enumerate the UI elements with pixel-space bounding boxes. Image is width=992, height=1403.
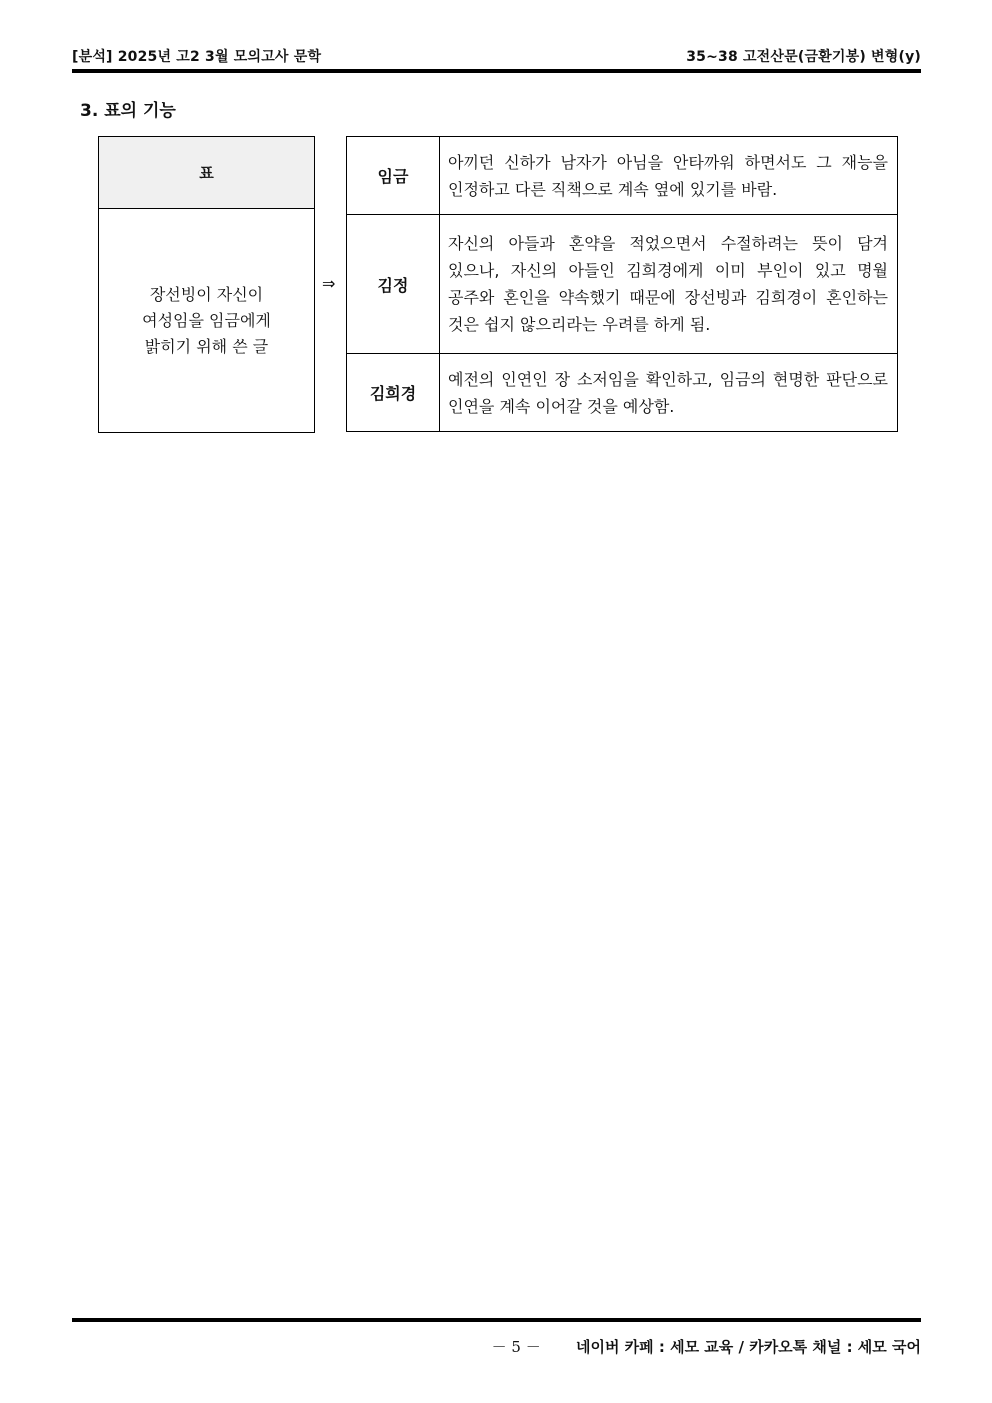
row-label: 임금 [347,137,440,215]
left-box-body [99,209,314,432]
header-left-title: [분석] 2025년 고2 3월 모의고사 문학 [72,49,322,65]
footer-rule [72,1318,921,1322]
left-box [98,136,315,433]
row-label: 김정 [347,215,440,354]
table-row [347,215,898,354]
row-description: 아끼던 신하가 남자가 아님을 안타까워 하면서도 그 재능을 인정하고 다른 직책으로 계속 옆에 있기를 바람. [440,137,898,215]
row-description: 예전의 인연인 장 소저임을 확인하고, 임금의 현명한 판단으로 인연을 계속 이어갈 것을 예상함. [440,354,898,432]
page-number: － 5 － [491,1338,541,1356]
section-title: 3. 표의 기능 [80,101,176,121]
left-box-line: 밝히기 위해 쓴 글 [144,336,269,356]
row-description: 자신의 아들과 혼약을 적었으면서 수절하려는 뜻이 담겨 있으나, 자신의 아들인 김희경에게 이미 부인이 있고 명월 공주와 혼인을 약속했기 때문에 장선빙과 김희경이 혼인하는 것은 쉽지 않으리라는 우려를 하게 됨. [440,215,898,354]
left-box-line: 여성임을 임금에게 [142,310,271,330]
left-box-line: 장선빙이 자신이 [149,284,264,304]
header-rule [72,69,921,73]
arrow-icon: ⇒ [322,274,336,293]
page-footer [492,1336,921,1357]
table-row [347,354,898,432]
header-right-title: 35~38 고전산문(금환기봉) 변형(y) [686,49,921,65]
character-table [346,136,898,432]
row-label: 김희경 [347,354,440,432]
left-box-heading: 표 [99,137,314,209]
page-header [72,44,921,66]
footer-text: 네이버 카페 : 세모 교육 / 카카오톡 채널 : 세모 국어 [575,1338,921,1356]
table-row [347,137,898,215]
